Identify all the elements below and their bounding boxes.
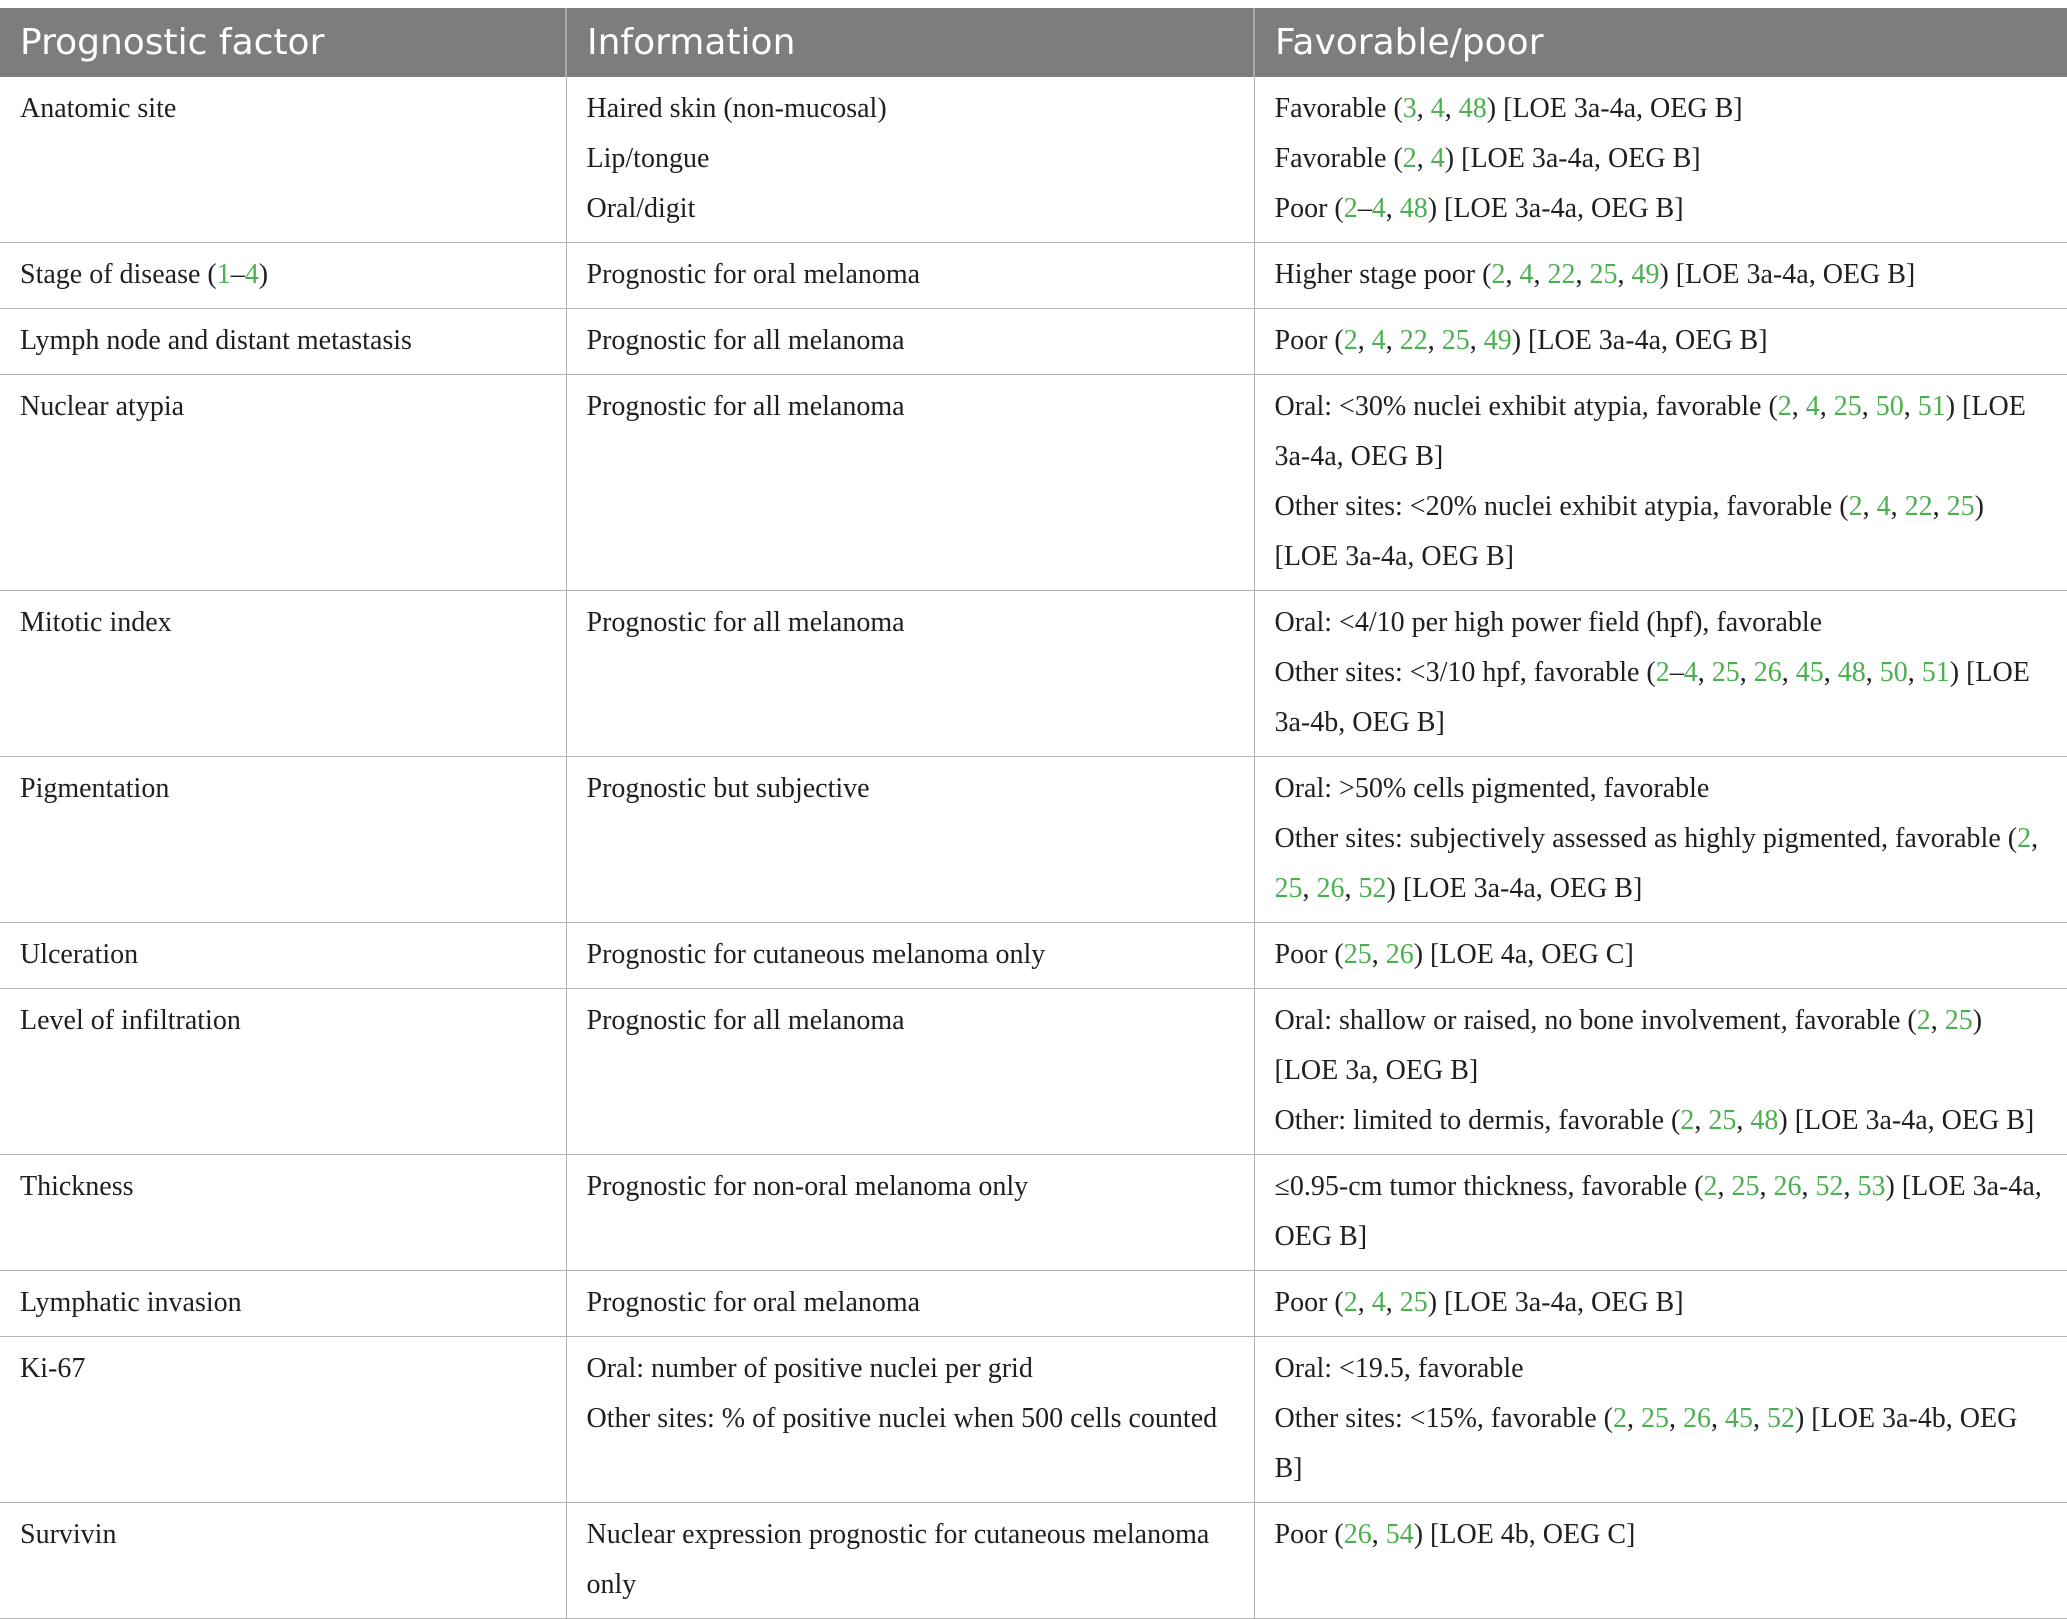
result-line bbox=[1275, 482, 2048, 582]
header-row bbox=[0, 8, 2067, 77]
text-segment: , bbox=[1862, 491, 1877, 522]
text-segment: , bbox=[1617, 259, 1632, 290]
text-segment: , bbox=[1444, 93, 1459, 124]
text-segment: ) [LOE 3a-4a, OEG B] bbox=[1274, 1171, 2042, 1252]
cell-prognostic-factor: Pigmentation bbox=[0, 757, 566, 923]
result-line bbox=[1275, 316, 2048, 366]
cell-favorable-poor bbox=[1254, 1271, 2067, 1337]
text-segment: , bbox=[1626, 1403, 1641, 1434]
reference-link[interactable]: 4 bbox=[1371, 325, 1386, 356]
result-line bbox=[1275, 764, 2048, 814]
text-segment: Poor ( bbox=[1274, 193, 1344, 224]
text-segment: ) [LOE 3a-4b, OEG B] bbox=[1274, 657, 2030, 738]
reference-link[interactable]: 4 bbox=[1371, 193, 1386, 224]
reference-link[interactable]: 25 bbox=[1711, 657, 1740, 688]
text-segment: Poor ( bbox=[1274, 1287, 1344, 1318]
text-segment: , bbox=[1575, 259, 1590, 290]
text-segment: , bbox=[1717, 1171, 1732, 1202]
text-segment: – bbox=[1357, 193, 1372, 224]
reference-link[interactable]: 45 bbox=[1724, 1403, 1753, 1434]
table-row bbox=[0, 77, 2067, 243]
result-line bbox=[1275, 930, 2048, 980]
text-segment: , bbox=[1801, 1171, 1816, 1202]
table-body bbox=[0, 77, 2067, 1619]
reference-link[interactable]: 22 bbox=[1904, 491, 1933, 522]
table-row bbox=[0, 243, 2067, 309]
result-line bbox=[1275, 598, 2048, 648]
text-segment: Poor ( bbox=[1274, 325, 1344, 356]
text-segment: Oral: <30% nuclei exhibit atypia, favorable ( bbox=[1274, 391, 1778, 422]
cell-information bbox=[566, 243, 1254, 309]
header-favorable-poor: Favorable/poor bbox=[1254, 8, 2067, 77]
result-line bbox=[1275, 1394, 2048, 1494]
text-segment: , bbox=[1907, 657, 1922, 688]
cell-favorable-poor bbox=[1254, 1503, 2067, 1619]
information-line: Prognostic for all melanoma bbox=[586, 607, 905, 638]
table-row bbox=[0, 1155, 2067, 1271]
reference-link[interactable]: 53 bbox=[1857, 1171, 1886, 1202]
reference-link[interactable]: 52 bbox=[1766, 1403, 1795, 1434]
reference-link[interactable]: 4 bbox=[1430, 93, 1445, 124]
text-segment: , bbox=[1697, 657, 1712, 688]
text-segment: ) [LOE 3a-4a, OEG B] bbox=[1274, 491, 1984, 572]
reference-link[interactable]: 22 bbox=[1399, 325, 1428, 356]
reference-link[interactable]: 48 bbox=[1458, 93, 1487, 124]
text-segment: Other sites: <15%, favorable ( bbox=[1274, 1403, 1613, 1434]
text-segment: , bbox=[1819, 391, 1834, 422]
text-segment: , bbox=[1781, 657, 1796, 688]
reference-link[interactable]: 51 bbox=[1921, 657, 1950, 688]
text-segment: ) [LOE 3a-4a, OEG B] bbox=[1427, 1287, 1684, 1318]
reference-link[interactable]: 4 bbox=[1683, 657, 1698, 688]
text-segment: – bbox=[230, 259, 245, 290]
reference-link[interactable]: 25 bbox=[1731, 1171, 1760, 1202]
text-segment: , bbox=[1823, 657, 1838, 688]
text-segment: , bbox=[1385, 1287, 1400, 1318]
table-row bbox=[0, 923, 2067, 989]
text-segment: Oral: shallow or raised, no bone involvement, favorable ( bbox=[1274, 1005, 1917, 1036]
table-row bbox=[0, 1271, 2067, 1337]
reference-link[interactable]: 50 bbox=[1879, 657, 1908, 688]
cell-prognostic-factor: Lymphatic invasion bbox=[0, 1271, 566, 1337]
result-line bbox=[1275, 250, 2048, 300]
reference-link[interactable]: 25 bbox=[1833, 391, 1862, 422]
text-segment: , bbox=[1930, 1005, 1945, 1036]
text-segment: , bbox=[1932, 491, 1947, 522]
text-segment: , bbox=[2031, 823, 2039, 854]
result-line bbox=[1275, 1162, 2048, 1262]
cell-favorable-poor bbox=[1254, 309, 2067, 375]
cell-information bbox=[566, 375, 1254, 591]
information-line: Lip/tongue bbox=[586, 143, 710, 174]
information-line: Prognostic for cutaneous melanoma only bbox=[586, 939, 1046, 970]
reference-link[interactable]: 26 bbox=[1682, 1403, 1711, 1434]
reference-link[interactable]: 25 bbox=[1441, 325, 1470, 356]
prognostic-factors-table-wrapper bbox=[0, 8, 2067, 1619]
cell-favorable-poor bbox=[1254, 77, 2067, 243]
result-line bbox=[1275, 1344, 2048, 1394]
text-segment: , bbox=[1533, 259, 1548, 290]
text-segment: ) [LOE 3a-4a, OEG B] bbox=[1511, 325, 1768, 356]
reference-link[interactable]: 26 bbox=[1753, 657, 1782, 688]
text-segment: , bbox=[1371, 939, 1386, 970]
reference-link[interactable]: 49 bbox=[1631, 259, 1660, 290]
reference-link[interactable]: 3 bbox=[1402, 93, 1417, 124]
information-line: Prognostic for non-oral melanoma only bbox=[586, 1171, 1029, 1202]
cell-information bbox=[566, 923, 1254, 989]
result-line bbox=[1275, 1510, 2048, 1560]
text-segment: ) [LOE 3a-4a, OEG B] bbox=[1274, 391, 2026, 472]
text-segment: , bbox=[1357, 1287, 1372, 1318]
table-row bbox=[0, 375, 2067, 591]
result-line bbox=[1275, 382, 2048, 482]
information-line: Prognostic for all melanoma bbox=[586, 1005, 905, 1036]
text-segment: , bbox=[1861, 391, 1876, 422]
cell-prognostic-factor: Nuclear atypia bbox=[0, 375, 566, 591]
text-segment: , bbox=[1865, 657, 1880, 688]
table-row bbox=[0, 1503, 2067, 1619]
text-segment: Poor ( bbox=[1274, 939, 1344, 970]
reference-link[interactable]: 2 bbox=[1703, 1171, 1718, 1202]
reference-link[interactable]: 52 bbox=[1358, 873, 1387, 904]
text-segment: ) [LOE 3a-4b, OEG B] bbox=[1274, 1403, 2018, 1484]
reference-link[interactable]: 25 bbox=[1946, 491, 1975, 522]
text-segment: , bbox=[1843, 1171, 1858, 1202]
result-line bbox=[1275, 1096, 2048, 1146]
reference-link[interactable]: 2 bbox=[1343, 325, 1358, 356]
reference-link[interactable]: 25 bbox=[1343, 939, 1372, 970]
text-segment: , bbox=[1752, 1403, 1767, 1434]
text-segment: ) [LOE 3a-4a, OEG B] bbox=[1444, 143, 1701, 174]
text-segment: , bbox=[1416, 143, 1431, 174]
result-line bbox=[1275, 134, 2048, 184]
cell-favorable-poor bbox=[1254, 923, 2067, 989]
result-line bbox=[1275, 84, 2048, 134]
text-segment: – bbox=[1669, 657, 1684, 688]
cell-prognostic-factor: Level of infiltration bbox=[0, 989, 566, 1155]
reference-link[interactable]: 4 bbox=[1805, 391, 1820, 422]
text-segment: Poor ( bbox=[1274, 1519, 1344, 1550]
text-segment: , bbox=[1469, 325, 1484, 356]
cell-prognostic-factor: Ulceration bbox=[0, 923, 566, 989]
text-segment: , bbox=[1505, 259, 1520, 290]
cell-prognostic-factor: Mitotic index bbox=[0, 591, 566, 757]
text-segment: ≤0.95-cm tumor thickness, favorable ( bbox=[1274, 1171, 1704, 1202]
text-segment: ) [LOE 3a-4a, OEG B] bbox=[1427, 193, 1684, 224]
reference-link[interactable]: 4 bbox=[1876, 491, 1891, 522]
cell-favorable-poor bbox=[1254, 989, 2067, 1155]
reference-link[interactable]: 4 bbox=[244, 259, 259, 290]
reference-link[interactable]: 2 bbox=[1680, 1105, 1695, 1136]
reference-link[interactable]: 2 bbox=[1777, 391, 1792, 422]
table-row bbox=[0, 309, 2067, 375]
cell-favorable-poor bbox=[1254, 1155, 2067, 1271]
information-line: Haired skin (non-mucosal) bbox=[586, 93, 887, 124]
text-segment: , bbox=[1344, 873, 1359, 904]
reference-link[interactable]: 25 bbox=[1399, 1287, 1428, 1318]
text-segment: Other sites: <3/10 hpf, favorable ( bbox=[1274, 657, 1656, 688]
text-segment: Favorable ( bbox=[1274, 143, 1403, 174]
reference-link[interactable]: 48 bbox=[1399, 193, 1428, 224]
information-line: Prognostic for oral melanoma bbox=[586, 259, 921, 290]
result-line bbox=[1275, 814, 2048, 914]
cell-information bbox=[566, 309, 1254, 375]
reference-link[interactable]: 22 bbox=[1547, 259, 1576, 290]
text-segment: , bbox=[1371, 1519, 1386, 1550]
cell-information bbox=[566, 757, 1254, 923]
text-segment: , bbox=[1710, 1403, 1725, 1434]
reference-link[interactable]: 2 bbox=[1343, 193, 1358, 224]
text-segment: Other sites: <20% nuclei exhibit atypia, favorable ( bbox=[1274, 491, 1849, 522]
reference-link[interactable]: 50 bbox=[1875, 391, 1904, 422]
cell-favorable-poor bbox=[1254, 757, 2067, 923]
cell-information bbox=[566, 989, 1254, 1155]
reference-link[interactable]: 25 bbox=[1944, 1005, 1973, 1036]
reference-link[interactable]: 2 bbox=[1916, 1005, 1931, 1036]
reference-link[interactable]: 54 bbox=[1385, 1519, 1414, 1550]
reference-link[interactable]: 26 bbox=[1385, 939, 1414, 970]
text-segment: ) [LOE 3a-4a, OEG B] bbox=[1659, 259, 1916, 290]
result-line bbox=[1275, 648, 2048, 748]
cell-information bbox=[566, 591, 1254, 757]
text-segment: ) [LOE 3a-4a, OEG B] bbox=[1386, 873, 1643, 904]
result-line bbox=[1275, 1278, 2048, 1328]
text-segment: ) [LOE 4b, OEG C] bbox=[1413, 1519, 1636, 1550]
text-segment: ) [LOE 3a-4a, OEG B] bbox=[1486, 93, 1743, 124]
information-line: Oral/digit bbox=[586, 193, 696, 224]
reference-link[interactable]: 51 bbox=[1917, 391, 1946, 422]
text-segment: , bbox=[1668, 1403, 1683, 1434]
text-segment: ) bbox=[258, 259, 269, 290]
text-segment: , bbox=[1427, 325, 1442, 356]
text-segment: Oral: <19.5, favorable bbox=[1274, 1353, 1524, 1384]
cell-information bbox=[566, 77, 1254, 243]
reference-link[interactable]: 25 bbox=[1640, 1403, 1669, 1434]
text-segment: Oral: <4/10 per high power field (hpf), favorable bbox=[1274, 607, 1823, 638]
information-line: Oral: number of positive nuclei per grid bbox=[586, 1353, 1033, 1384]
table-row bbox=[0, 989, 2067, 1155]
cell-information bbox=[566, 1155, 1254, 1271]
reference-link[interactable]: 52 bbox=[1815, 1171, 1844, 1202]
text-segment: Favorable ( bbox=[1274, 93, 1403, 124]
reference-link[interactable]: 25 bbox=[1274, 873, 1303, 904]
information-line: Other sites: % of positive nuclei when 500 cells counted bbox=[586, 1403, 1218, 1434]
reference-link[interactable]: 26 bbox=[1773, 1171, 1802, 1202]
reference-link[interactable]: 2 bbox=[1612, 1403, 1627, 1434]
table-header bbox=[0, 8, 2067, 77]
reference-link[interactable]: 2 bbox=[1655, 657, 1670, 688]
header-information: Information bbox=[566, 8, 1254, 77]
reference-link[interactable]: 4 bbox=[1430, 143, 1445, 174]
cell-favorable-poor bbox=[1254, 375, 2067, 591]
text-segment: , bbox=[1739, 657, 1754, 688]
text-segment: ) [LOE 3a-4a, OEG B] bbox=[1778, 1105, 2035, 1136]
text-segment: , bbox=[1736, 1105, 1751, 1136]
text-segment: , bbox=[1890, 491, 1905, 522]
text-segment: , bbox=[1903, 391, 1918, 422]
information-line: Nuclear expression prognostic for cutaneous melanoma only bbox=[586, 1519, 1210, 1600]
cell-prognostic-factor bbox=[0, 243, 566, 309]
reference-link[interactable]: 2 bbox=[2017, 823, 2032, 854]
information-line: Prognostic for all melanoma bbox=[586, 391, 905, 422]
text-segment: , bbox=[1385, 193, 1400, 224]
reference-link[interactable]: 25 bbox=[1708, 1105, 1737, 1136]
reference-link[interactable]: 26 bbox=[1316, 873, 1345, 904]
cell-favorable-poor bbox=[1254, 243, 2067, 309]
reference-link[interactable]: 25 bbox=[1589, 259, 1618, 290]
text-segment: , bbox=[1791, 391, 1806, 422]
table-row bbox=[0, 591, 2067, 757]
prognostic-factors-table bbox=[0, 8, 2067, 1619]
cell-favorable-poor bbox=[1254, 1337, 2067, 1503]
text-segment: Other sites: subjectively assessed as highly pigmented, favorable ( bbox=[1274, 823, 2018, 854]
reference-link[interactable]: 49 bbox=[1483, 325, 1512, 356]
information-line: Prognostic for oral melanoma bbox=[586, 1287, 921, 1318]
text-segment: ) [LOE 3a, OEG B] bbox=[1274, 1005, 1983, 1086]
reference-link[interactable]: 2 bbox=[1848, 491, 1863, 522]
header-prognostic-factor: Prognostic factor bbox=[0, 8, 566, 77]
cell-prognostic-factor: Thickness bbox=[0, 1155, 566, 1271]
text-segment: , bbox=[1357, 325, 1372, 356]
text-segment: , bbox=[1694, 1105, 1709, 1136]
information-line: Prognostic but subjective bbox=[586, 773, 870, 804]
text-segment: , bbox=[1759, 1171, 1774, 1202]
reference-link[interactable]: 45 bbox=[1795, 657, 1824, 688]
reference-link[interactable]: 1 bbox=[216, 259, 231, 290]
cell-prognostic-factor: Anatomic site bbox=[0, 77, 566, 243]
text-segment: , bbox=[1416, 93, 1431, 124]
text-segment: , bbox=[1385, 325, 1400, 356]
result-line bbox=[1275, 996, 2048, 1096]
table-row bbox=[0, 757, 2067, 923]
information-line: Prognostic for all melanoma bbox=[586, 325, 905, 356]
text-segment: Oral: >50% cells pigmented, favorable bbox=[1274, 773, 1710, 804]
cell-prognostic-factor: Lymph node and distant metastasis bbox=[0, 309, 566, 375]
reference-link[interactable]: 2 bbox=[1491, 259, 1506, 290]
text-segment: Stage of disease ( bbox=[20, 259, 217, 290]
cell-favorable-poor bbox=[1254, 591, 2067, 757]
reference-link[interactable]: 2 bbox=[1343, 1287, 1358, 1318]
reference-link[interactable]: 4 bbox=[1371, 1287, 1386, 1318]
reference-link[interactable]: 2 bbox=[1402, 143, 1417, 174]
cell-information bbox=[566, 1503, 1254, 1619]
cell-prognostic-factor: Ki-67 bbox=[0, 1337, 566, 1503]
reference-link[interactable]: 4 bbox=[1519, 259, 1534, 290]
reference-link[interactable]: 48 bbox=[1750, 1105, 1779, 1136]
cell-information bbox=[566, 1337, 1254, 1503]
cell-information bbox=[566, 1271, 1254, 1337]
result-line bbox=[1275, 184, 2048, 234]
text-segment: Higher stage poor ( bbox=[1274, 259, 1492, 290]
text-segment: ) [LOE 4a, OEG C] bbox=[1413, 939, 1634, 970]
text-segment: Other: limited to dermis, favorable ( bbox=[1274, 1105, 1681, 1136]
reference-link[interactable]: 48 bbox=[1837, 657, 1866, 688]
text-segment: , bbox=[1302, 873, 1317, 904]
cell-prognostic-factor: Survivin bbox=[0, 1503, 566, 1619]
table-row bbox=[0, 1337, 2067, 1503]
reference-link[interactable]: 26 bbox=[1343, 1519, 1372, 1550]
